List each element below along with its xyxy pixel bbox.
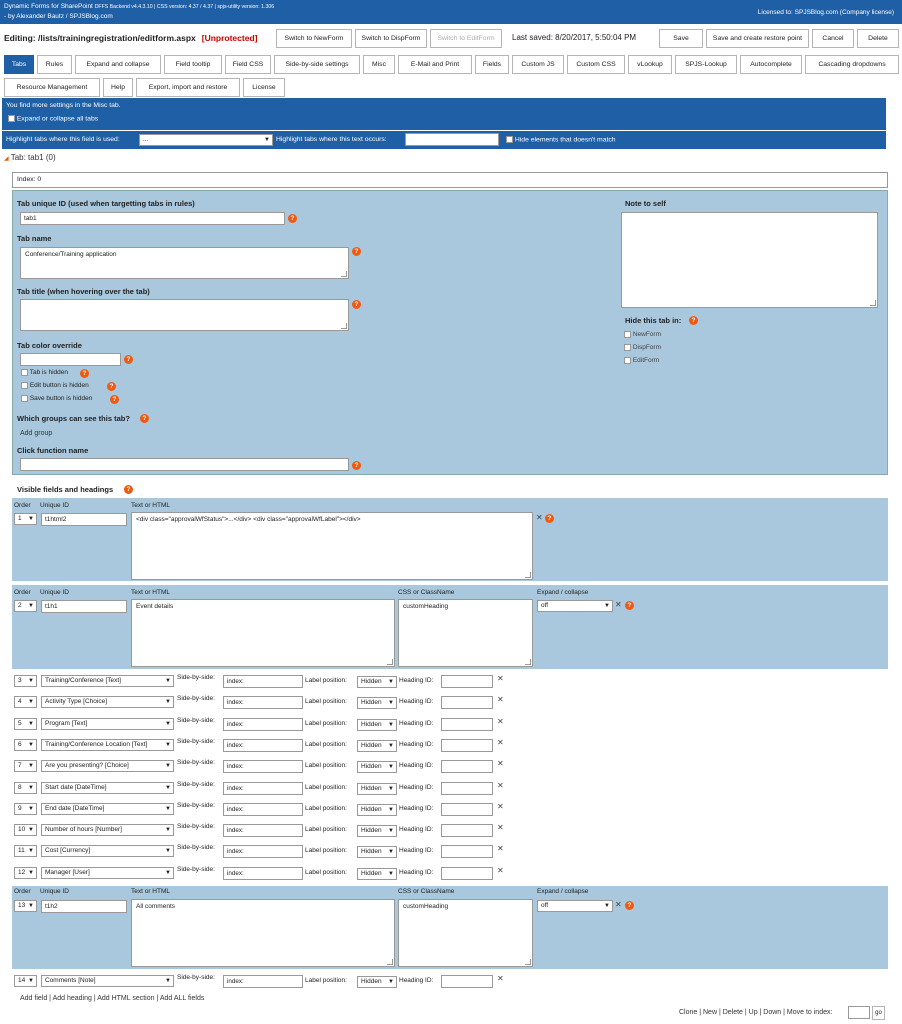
chevron-down-icon: ▼	[388, 849, 394, 856]
chevron-down-icon: ▼	[28, 720, 34, 727]
remove-icon[interactable]: ✕	[497, 801, 504, 811]
heading-id-label: Heading ID:	[399, 783, 434, 791]
groups-label: Which groups can see this tab?	[17, 414, 130, 423]
chevron-down-icon: ▼	[165, 978, 171, 984]
expand-col-label: Expand / collapse	[537, 888, 589, 895]
product-title: Dynamic Forms for SharePoint DFFS Backend v4.4.3.10 | CSS version: 4.37 / 4.37 | spjs-utility version: 1.306	[4, 3, 275, 10]
tab-spjs-lookup[interactable]: SPJS-Lookup	[675, 55, 737, 74]
heading-id-label: Heading ID:	[399, 762, 434, 770]
remove-icon[interactable]: ✕	[497, 759, 504, 769]
chevron-down-icon: ▼	[165, 848, 171, 855]
help-icon[interactable]: ?	[625, 601, 634, 610]
label-position-label: Label position:	[305, 977, 347, 984]
cancel-button[interactable]: Cancel	[812, 29, 854, 48]
field-select[interactable]: Training/Conference [Text] ▼	[41, 675, 174, 687]
chevron-down-icon: ▼	[388, 742, 394, 749]
heading-id-label: Heading ID:	[399, 677, 434, 684]
tab-color-input[interactable]	[20, 353, 121, 366]
chevron-down-icon: ▼	[165, 784, 171, 791]
order-select[interactable]: 2 ▼	[14, 600, 37, 612]
note-textarea[interactable]	[621, 212, 878, 308]
chevron-down-icon: ▼	[165, 869, 171, 876]
side-by-side-label: Side-by-side:	[177, 974, 215, 981]
sbs-index-input[interactable]: index:	[223, 845, 303, 858]
order-select[interactable]: 4 ▼	[14, 696, 37, 708]
heading-id-input[interactable]	[441, 824, 493, 837]
remove-icon[interactable]: ✕	[497, 716, 504, 726]
field-select[interactable]: Are you presenting? [Choice] ▼	[41, 760, 174, 772]
tab-color-label: Tab color override	[17, 341, 82, 350]
order-select[interactable]: 11 ▼	[14, 845, 37, 857]
tab-fields[interactable]: Fields	[475, 55, 509, 74]
info-text: You find more settings in the Misc tab.	[6, 102, 121, 109]
chevron-down-icon: ▼	[604, 603, 610, 609]
order-select[interactable]: 9 ▼	[14, 803, 37, 815]
chevron-down-icon: ▼	[165, 827, 171, 834]
remove-icon[interactable]: ✕	[497, 674, 504, 683]
go-button[interactable]: go	[872, 1006, 885, 1020]
order-select[interactable]: 6 ▼	[14, 739, 37, 751]
tab-field-tooltip[interactable]: Field tooltip	[164, 55, 222, 74]
heading-id-input[interactable]	[441, 675, 493, 688]
chevron-down-icon: ▼	[388, 679, 394, 685]
highlight-text-input[interactable]	[405, 133, 499, 146]
heading-css-input[interactable]: customHeading	[398, 899, 533, 967]
tab-title-input[interactable]	[20, 299, 349, 331]
field-select[interactable]: Comments [Note] ▼	[41, 975, 174, 987]
order-select[interactable]: 5 ▼	[14, 718, 37, 730]
chevron-down-icon: ▼	[28, 699, 34, 706]
help-icon[interactable]: ?	[352, 247, 361, 256]
heading-id-label: Heading ID:	[399, 698, 434, 706]
tab-cascading-dropdowns[interactable]: Cascading dropdowns	[805, 55, 899, 74]
save-button[interactable]: Save	[659, 29, 703, 48]
help-icon[interactable]: ?	[689, 316, 698, 325]
heading-uid-input[interactable]: t1h1	[41, 600, 127, 613]
help-icon[interactable]: ?	[352, 461, 361, 470]
order-select[interactable]: 10 ▼	[14, 824, 37, 836]
section-uid-input[interactable]: t1html2	[41, 513, 127, 526]
field-select[interactable]: Start date [DateTime] ▼	[41, 782, 174, 794]
tab-rules[interactable]: Rules	[37, 55, 72, 74]
label-position-select[interactable]: Hidden ▼	[357, 846, 397, 858]
chevron-down-icon: ▼	[28, 516, 34, 522]
remove-icon[interactable]: ✕	[497, 780, 504, 790]
sbs-index-input[interactable]: index:	[223, 824, 303, 837]
editing-path: Editing: /lists/trainingregistration/editform.aspx [Unprotected]	[4, 33, 258, 43]
chevron-down-icon: ▼	[28, 827, 34, 834]
label-position-select[interactable]: Hidden ▼	[357, 976, 397, 988]
save-restore-button[interactable]: Save and create restore point	[706, 29, 809, 48]
newform-checkbox[interactable]	[624, 331, 631, 338]
field-select[interactable]: Number of hours [Number] ▼	[41, 824, 174, 836]
heading-id-input[interactable]	[441, 867, 493, 880]
tab-export-import[interactable]: Export, import and restore	[136, 78, 240, 97]
tab-index-box: Index: 0	[12, 172, 888, 188]
chevron-down-icon: ▼	[28, 869, 34, 876]
chevron-down-icon: ▼	[388, 764, 394, 771]
hide-in-editform[interactable]: EditForm	[624, 357, 659, 364]
expand-all-checkbox[interactable]	[8, 115, 15, 122]
hide-nonmatch-toggle[interactable]	[506, 136, 616, 143]
sbs-index-input[interactable]: index:	[223, 718, 303, 731]
remove-icon[interactable]: ✕	[497, 844, 504, 854]
css-col-label: CSS or ClassName	[398, 589, 455, 596]
order-select[interactable]: 13 ▼	[14, 900, 37, 912]
license-text: Licensed to: SPJSBlog.com (Company license)	[757, 9, 894, 16]
help-icon[interactable]: ?	[80, 369, 89, 378]
text-col-label: Text or HTML	[131, 502, 171, 509]
save-hidden-option[interactable]: Save button is hidden	[21, 395, 92, 402]
chevron-down-icon: ▼	[388, 870, 394, 877]
chevron-down-icon: ▼	[28, 784, 34, 791]
order-col-label: Order	[14, 888, 31, 895]
editform-checkbox[interactable]	[624, 357, 631, 364]
chevron-down-icon: ▼	[28, 903, 34, 909]
sbs-index-input[interactable]: index:	[223, 739, 303, 752]
order-col-label: Order	[14, 589, 31, 596]
label-position-select[interactable]: Hidden ▼	[357, 676, 397, 688]
tab-autocomplete[interactable]: Autocomplete	[740, 55, 802, 74]
chevron-down-icon: ▼	[165, 741, 171, 748]
label-position-select[interactable]: Hidden ▼	[357, 825, 397, 837]
expand-collapse-select[interactable]: off ▼	[537, 900, 613, 912]
hide-in-label: Hide this tab in:	[625, 316, 682, 325]
click-function-input[interactable]	[20, 458, 349, 471]
side-by-side-label: Side-by-side:	[177, 737, 215, 745]
bottom-actions[interactable]: Clone | New | Delete | Up | Down | Move to index:	[679, 1009, 833, 1016]
side-by-side-label: Side-by-side:	[177, 695, 215, 703]
expand-collapse-select[interactable]: off ▼	[537, 600, 613, 612]
order-select[interactable]: 1 ▼	[14, 513, 37, 525]
help-icon[interactable]: ?	[352, 300, 361, 309]
heading-text-input[interactable]: Event details	[131, 599, 395, 667]
order-select[interactable]: 14 ▼	[14, 975, 37, 987]
tab-tabs[interactable]: Tabs	[4, 55, 34, 74]
field-select[interactable]: End date [DateTime] ▼	[41, 803, 174, 815]
tab-side-by-side[interactable]: Side-by-side settings	[274, 55, 360, 74]
label-position-select[interactable]: Hidden ▼	[357, 783, 397, 795]
sbs-index-input[interactable]: index:	[223, 760, 303, 773]
chevron-down-icon: ▼	[28, 805, 34, 812]
remove-icon[interactable]: ✕	[497, 974, 504, 983]
heading-id-input[interactable]	[441, 845, 493, 858]
chevron-down-icon: ▼	[28, 763, 34, 770]
chevron-down-icon: ▼	[388, 700, 394, 707]
highlight-text-label: Highlight tabs where this text occurs:	[276, 136, 387, 143]
label-position-select[interactable]: Hidden ▼	[357, 719, 397, 731]
remove-icon[interactable]: ✕	[615, 600, 622, 609]
tab-custom-css[interactable]: Custom CSS	[567, 55, 625, 74]
move-index-input[interactable]	[848, 1006, 870, 1019]
sbs-index-input[interactable]: index:	[223, 975, 303, 988]
help-icon[interactable]: ?	[110, 395, 119, 404]
hide-nonmatch-label: Hide elements that doesn't match	[514, 136, 616, 144]
tab-email-print[interactable]: E-Mail and Print	[398, 55, 472, 74]
heading-id-input[interactable]	[441, 739, 493, 752]
chevron-down-icon: ▼	[604, 903, 610, 909]
tab-expand-collapse[interactable]: Expand and collapse	[75, 55, 161, 74]
tab-field-css[interactable]: Field CSS	[225, 55, 271, 74]
heading-id-label: Heading ID:	[399, 740, 434, 748]
chevron-down-icon: ▼	[28, 678, 34, 684]
tab-section-header[interactable]: ◢ Tab: tab1 (0)	[4, 153, 56, 162]
chevron-down-icon: ▼	[264, 137, 270, 143]
remove-icon[interactable]: ✕	[497, 865, 504, 875]
heading-id-label: Heading ID:	[399, 826, 434, 834]
tab-uid-input[interactable]: tab1	[20, 212, 285, 225]
label-position-label: Label position:	[305, 868, 347, 876]
label-position-label: Label position:	[305, 719, 347, 727]
heading-id-label: Heading ID:	[399, 868, 434, 876]
heading-id-input[interactable]	[441, 696, 493, 709]
tab-vlookup[interactable]: vLookup	[628, 55, 672, 74]
chevron-down-icon: ▼	[165, 805, 171, 812]
heading-uid-input[interactable]: t1h2	[41, 900, 127, 913]
heading-id-input[interactable]	[441, 760, 493, 773]
tab-name-input[interactable]: Conference/Training application	[20, 247, 349, 279]
uid-col-label: Unique ID	[40, 888, 69, 895]
chevron-down-icon: ▼	[388, 806, 394, 813]
remove-icon[interactable]: ✕	[497, 737, 504, 747]
label-position-select[interactable]: Hidden ▼	[357, 697, 397, 709]
edit-hidden-option[interactable]: Edit button is hidden	[21, 382, 89, 389]
uid-label: Tab unique ID (used when targetting tabs in rules)	[17, 199, 195, 208]
remove-icon[interactable]: ✕	[497, 823, 504, 833]
heading-id-label: Heading ID:	[399, 847, 434, 855]
switch-dispform-button[interactable]: Switch to DispForm	[355, 29, 427, 48]
field-select[interactable]: Program [Text] ▼	[41, 718, 174, 730]
tab-name-label: Tab name	[17, 234, 52, 243]
tab-hidden-option[interactable]: Tab is hidden	[21, 369, 68, 376]
side-by-side-label: Side-by-side:	[177, 780, 215, 788]
help-icon[interactable]: ?	[625, 901, 634, 910]
tab-help[interactable]: Help	[103, 78, 133, 97]
author-line: - by Alexander Bautz / SPJSBlog.com	[4, 13, 113, 20]
uid-col-label: Unique ID	[40, 502, 69, 509]
sbs-index-input[interactable]: index:	[223, 675, 303, 688]
heading-id-input[interactable]	[441, 718, 493, 731]
label-position-select[interactable]: Hidden ▼	[357, 804, 397, 816]
tab-resource-management[interactable]: Resource Management	[4, 78, 100, 97]
label-position-label: Label position:	[305, 804, 347, 812]
order-select[interactable]: 12 ▼	[14, 867, 37, 879]
side-by-side-label: Side-by-side:	[177, 844, 215, 852]
help-icon[interactable]: ?	[288, 214, 297, 223]
save-hidden-checkbox[interactable]	[21, 395, 28, 402]
add-links[interactable]: Add field | Add heading | Add HTML section | Add ALL fields	[20, 995, 205, 1002]
expand-col-label: Expand / collapse	[537, 589, 589, 596]
remove-icon[interactable]: ✕	[615, 900, 622, 909]
protection-status: [Unprotected]	[201, 33, 258, 43]
label-position-label: Label position:	[305, 677, 347, 684]
help-icon[interactable]: ?	[140, 414, 149, 423]
click-function-label: Click function name	[17, 446, 89, 455]
sbs-index-input[interactable]: index:	[223, 782, 303, 795]
html-textarea[interactable]: <div class="approvalWfStatus">...</div> <div class="approvalWfLabel"></div>	[131, 512, 533, 580]
sbs-index-input[interactable]: index:	[223, 696, 303, 709]
hide-nonmatch-checkbox[interactable]	[506, 136, 513, 143]
chevron-down-icon: ▼	[388, 979, 394, 985]
label-position-select[interactable]: Hidden ▼	[357, 868, 397, 880]
chevron-down-icon: ▼	[165, 720, 171, 727]
note-label: Note to self	[625, 199, 666, 208]
help-icon[interactable]: ?	[124, 355, 133, 364]
order-select[interactable]: 7 ▼	[14, 760, 37, 772]
heading-id-label: Heading ID:	[399, 977, 434, 984]
highlight-field-select[interactable]: ... ▼	[139, 134, 273, 146]
order-col-label: Order	[14, 502, 31, 509]
chevron-down-icon: ▼	[28, 741, 34, 748]
expand-all-toggle[interactable]	[8, 115, 98, 122]
css-col-label: CSS or ClassName	[398, 888, 455, 895]
chevron-down-icon: ▼	[28, 978, 34, 984]
field-select[interactable]: Activity Type [Choice] ▼	[41, 696, 174, 708]
tab-title-label: Tab title (when hovering over the tab)	[17, 287, 150, 296]
label-position-label: Label position:	[305, 762, 347, 770]
tab-custom-js[interactable]: Custom JS	[512, 55, 564, 74]
chevron-down-icon: ▼	[165, 763, 171, 770]
heading-id-input[interactable]	[441, 975, 493, 988]
uid-col-label: Unique ID	[40, 589, 69, 596]
info-bar	[2, 98, 886, 130]
label-position-label: Label position:	[305, 698, 347, 706]
side-by-side-label: Side-by-side:	[177, 823, 215, 831]
chevron-down-icon: ▼	[388, 828, 394, 835]
remove-icon[interactable]: ✕	[497, 695, 504, 705]
delete-button[interactable]: Delete	[857, 29, 899, 48]
chevron-down-icon: ▼	[165, 699, 171, 706]
help-icon[interactable]: ?	[124, 485, 133, 494]
label-position-select[interactable]: Hidden ▼	[357, 761, 397, 773]
chevron-down-icon: ▼	[28, 848, 34, 855]
side-by-side-label: Side-by-side:	[177, 801, 215, 809]
sbs-index-input[interactable]: index:	[223, 803, 303, 816]
field-select[interactable]: Cost [Currency] ▼	[41, 845, 174, 857]
switch-editform-button[interactable]: Switch to EditForm	[430, 29, 502, 48]
side-by-side-label: Side-by-side:	[177, 674, 215, 681]
order-select[interactable]: 3 ▼	[14, 675, 37, 687]
expand-all-label: Expand or collapse all tabs	[16, 115, 99, 123]
text-col-label: Text or HTML	[131, 888, 171, 895]
tab-misc[interactable]: Misc	[363, 55, 395, 74]
label-position-label: Label position:	[305, 847, 347, 855]
heading-text-input[interactable]: All comments	[131, 899, 395, 967]
field-select[interactable]: Training/Conference Location [Text] ▼	[41, 739, 174, 751]
last-saved: Last saved: 8/20/2017, 5:50:04 PM	[512, 33, 637, 42]
heading-id-input[interactable]	[441, 782, 493, 795]
order-select[interactable]: 8 ▼	[14, 782, 37, 794]
side-by-side-label: Side-by-side:	[177, 865, 215, 873]
heading-css-input[interactable]: customHeading	[398, 599, 533, 667]
chevron-down-icon: ▼	[28, 603, 34, 609]
edit-hidden-checkbox[interactable]	[21, 382, 28, 389]
label-position-label: Label position:	[305, 783, 347, 791]
heading-id-label: Heading ID:	[399, 804, 434, 812]
header-banner	[0, 0, 902, 24]
label-position-label: Label position:	[305, 826, 347, 834]
add-group-link[interactable]: Add group	[20, 430, 53, 437]
sbs-index-input[interactable]: index:	[223, 867, 303, 880]
tab-license[interactable]: License	[243, 78, 285, 97]
heading-id-label: Heading ID:	[399, 719, 434, 727]
side-by-side-label: Side-by-side:	[177, 716, 215, 724]
hide-in-dispform[interactable]: DispForm	[624, 344, 661, 351]
chevron-down-icon: ▼	[388, 785, 394, 792]
text-col-label: Text or HTML	[131, 589, 171, 596]
dispform-checkbox[interactable]	[624, 344, 631, 351]
help-icon[interactable]: ?	[545, 514, 554, 523]
side-by-side-label: Side-by-side:	[177, 759, 215, 767]
switch-newform-button[interactable]: Switch to NewForm	[276, 29, 352, 48]
tab-hidden-checkbox[interactable]	[21, 369, 28, 376]
highlight-bar	[2, 131, 886, 149]
highlight-field-label: Highlight tabs where this field is used:	[6, 136, 120, 143]
chevron-down-icon: ▼	[165, 678, 171, 684]
hide-in-newform[interactable]: NewForm	[624, 331, 661, 338]
collapse-triangle-icon: ◢	[4, 156, 9, 162]
visible-fields-label: Visible fields and headings	[17, 485, 114, 494]
remove-icon[interactable]: ✕	[536, 513, 543, 522]
heading-id-input[interactable]	[441, 803, 493, 816]
chevron-down-icon: ▼	[388, 721, 394, 728]
label-position-select[interactable]: Hidden ▼	[357, 740, 397, 752]
field-select[interactable]: Manager [User] ▼	[41, 867, 174, 879]
help-icon[interactable]: ?	[107, 382, 116, 391]
label-position-label: Label position:	[305, 740, 347, 748]
